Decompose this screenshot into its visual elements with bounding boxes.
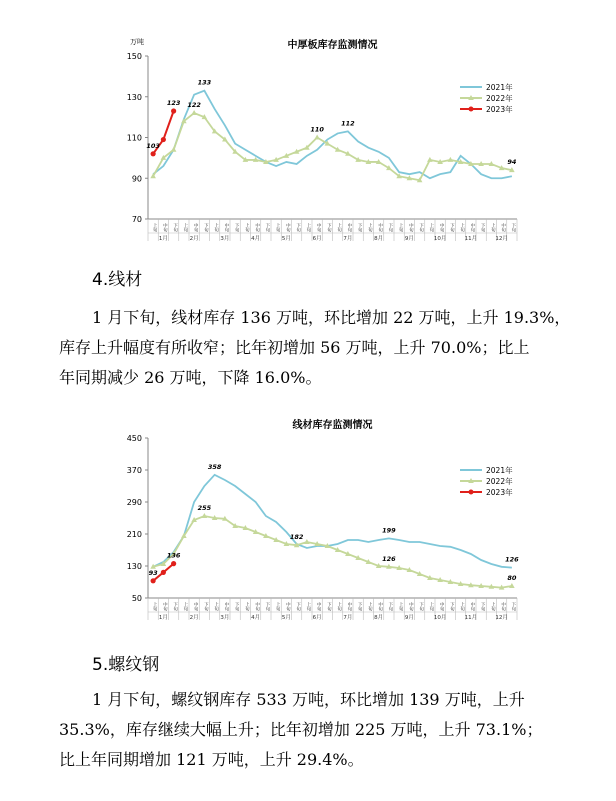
month-label: 9月 — [404, 236, 414, 242]
x-tick-label: 上旬 — [398, 602, 404, 611]
x-tick-label: 上旬 — [305, 223, 311, 232]
x-tick-label: 下旬 — [172, 602, 178, 611]
x-tick-label: 中旬 — [193, 223, 199, 232]
month-label: 10月 — [433, 236, 447, 242]
wire-paragraph-line: 库存上升幅度有所收窄；比年初增加 56 万吨，上升 70.0%；比上 — [59, 338, 530, 357]
month-label: 2月 — [189, 615, 199, 621]
x-tick-label: 中旬 — [162, 602, 168, 611]
series-line — [153, 475, 512, 568]
month-label: 5月 — [281, 615, 291, 621]
x-tick-label: 下旬 — [510, 602, 516, 611]
x-tick-label: 上旬 — [459, 602, 465, 611]
legend-label: 2021年 — [486, 83, 513, 92]
y-tick-label: 130 — [126, 562, 142, 571]
month-label: 6月 — [312, 615, 322, 621]
wire-chart-svg — [0, 410, 616, 640]
data-label: 94 — [507, 158, 517, 167]
x-tick-label: 上旬 — [152, 602, 158, 611]
x-tick-label: 上旬 — [152, 223, 158, 232]
x-tick-label: 上旬 — [244, 602, 250, 611]
x-tick-label: 上旬 — [367, 602, 373, 611]
x-tick-label: 中旬 — [469, 223, 475, 232]
data-point — [171, 108, 176, 113]
wire-paragraph-line: 年同期减少 26 万吨，下降 16.0%。 — [59, 368, 322, 387]
x-tick-label: 上旬 — [182, 602, 188, 611]
x-tick-label: 下旬 — [387, 602, 393, 611]
x-tick-label: 中旬 — [500, 602, 506, 611]
wire-paragraph-line: 1 月下旬，线材库存 136 万吨，环比增加 22 万吨，上升 19.3%， — [92, 308, 571, 327]
x-tick-label: 下旬 — [295, 223, 301, 232]
y-tick-label: 150 — [126, 52, 142, 61]
x-tick-label: 中旬 — [469, 602, 475, 611]
data-point — [151, 151, 156, 156]
x-tick-label: 下旬 — [418, 223, 424, 232]
x-tick-label: 上旬 — [244, 223, 250, 232]
x-tick-label: 中旬 — [439, 223, 445, 232]
x-tick-label: 下旬 — [387, 223, 393, 232]
data-label: 182 — [289, 533, 304, 542]
rebar-paragraph-line: 35.3%，库存继续大幅上升；比年初增加 225 万吨，上升 73.1%； — [59, 720, 543, 739]
x-tick-label: 中旬 — [254, 602, 260, 611]
x-tick-label: 中旬 — [346, 602, 352, 611]
rebar-paragraph — [59, 685, 592, 775]
series-line — [153, 516, 512, 588]
x-tick-label: 中旬 — [285, 602, 291, 611]
y-tick-label: 50 — [131, 594, 142, 603]
x-tick-label: 上旬 — [490, 602, 496, 611]
legend-label: 2021年 — [486, 466, 513, 475]
x-tick-label: 上旬 — [428, 602, 434, 611]
x-tick-label: 中旬 — [285, 223, 291, 232]
data-point — [151, 578, 156, 583]
x-tick-label: 上旬 — [213, 602, 219, 611]
x-tick-label: 下旬 — [326, 223, 332, 232]
legend-label: 2022年 — [486, 94, 513, 103]
x-tick-label: 上旬 — [367, 223, 373, 232]
x-tick-label: 下旬 — [449, 602, 455, 611]
rebar-section-heading: 5.螺纹钢 — [92, 655, 160, 675]
y-tick-label: 210 — [126, 530, 142, 539]
data-label: 80 — [507, 574, 517, 582]
y-tick-label: 450 — [126, 434, 142, 443]
x-tick-label: 上旬 — [490, 223, 496, 232]
month-label: 7月 — [343, 615, 353, 621]
rebar-paragraph-line: 1 月下旬，螺纹钢库存 533 万吨，环比增加 139 万吨，上升 — [92, 690, 525, 709]
x-tick-label: 上旬 — [336, 223, 342, 232]
data-label: 122 — [187, 101, 201, 110]
wire-paragraph — [59, 303, 592, 393]
x-tick-label: 下旬 — [357, 223, 363, 232]
x-tick-label: 中旬 — [223, 602, 229, 611]
data-label: 112 — [341, 119, 355, 128]
month-label: 8月 — [374, 236, 384, 242]
y-tick-label: 110 — [126, 133, 142, 143]
x-tick-label: 上旬 — [275, 602, 281, 611]
legend-label: 2022年 — [486, 477, 513, 486]
x-tick-label: 中旬 — [346, 223, 352, 232]
x-tick-label: 上旬 — [336, 602, 342, 611]
y-tick-label: 290 — [126, 498, 142, 507]
data-point — [161, 570, 166, 575]
plate-inventory-chart — [0, 30, 616, 270]
y-tick-label: 90 — [131, 174, 142, 184]
wire-inventory-chart — [0, 410, 616, 640]
month-label: 4月 — [251, 615, 261, 621]
x-tick-label: 下旬 — [510, 223, 516, 232]
x-tick-label: 下旬 — [480, 223, 486, 232]
month-label: 9月 — [404, 615, 414, 621]
data-label: 255 — [197, 504, 212, 512]
x-tick-label: 上旬 — [305, 602, 311, 611]
x-tick-label: 下旬 — [234, 602, 240, 611]
x-tick-label: 下旬 — [264, 602, 270, 611]
x-tick-label: 下旬 — [172, 223, 178, 232]
x-tick-label: 下旬 — [449, 223, 455, 232]
data-label: 358 — [207, 462, 222, 471]
month-label: 10月 — [433, 615, 447, 621]
data-label: 199 — [382, 526, 396, 535]
chart-title: 中厚板库存监测情况 — [287, 40, 378, 51]
data-label: 136 — [166, 551, 181, 560]
x-tick-label: 上旬 — [275, 223, 281, 232]
x-tick-label: 上旬 — [213, 223, 219, 232]
data-point — [191, 110, 197, 115]
x-tick-label: 中旬 — [500, 223, 506, 232]
x-tick-label: 下旬 — [264, 223, 270, 232]
data-label: 123 — [166, 99, 181, 108]
month-label: 11月 — [464, 236, 478, 242]
wire-section-heading: 4.线材 — [92, 270, 143, 290]
legend-marker — [469, 490, 474, 495]
data-label: 126 — [505, 555, 519, 564]
y-tick-label: 370 — [126, 466, 142, 475]
x-tick-label: 中旬 — [223, 223, 229, 232]
x-tick-label: 下旬 — [480, 602, 486, 611]
plate-chart-svg — [0, 30, 616, 270]
month-label: 3月 — [220, 236, 230, 242]
series-line — [153, 91, 512, 179]
x-tick-label: 上旬 — [459, 223, 465, 232]
month-label: 11月 — [464, 615, 478, 621]
x-tick-label: 上旬 — [428, 223, 434, 232]
x-tick-label: 中旬 — [408, 223, 414, 232]
x-tick-label: 中旬 — [162, 223, 168, 232]
x-tick-label: 中旬 — [377, 602, 383, 611]
data-label: 93 — [148, 568, 158, 577]
data-point — [161, 137, 166, 142]
x-tick-label: 下旬 — [295, 602, 301, 611]
x-tick-label: 下旬 — [203, 223, 209, 232]
legend-label: 2023年 — [486, 488, 513, 497]
x-tick-label: 中旬 — [439, 602, 445, 611]
x-tick-label: 下旬 — [234, 223, 240, 232]
month-label: 6月 — [312, 236, 322, 242]
series-line — [153, 113, 512, 180]
data-label: 126 — [382, 554, 396, 563]
month-label: 8月 — [374, 615, 384, 621]
chart-title: 线材库存监测情况 — [292, 420, 373, 431]
x-tick-label: 下旬 — [357, 602, 363, 611]
data-label: 110 — [310, 125, 324, 134]
x-tick-label: 上旬 — [182, 223, 188, 232]
data-label: 103 — [146, 141, 160, 150]
month-label: 1月 — [158, 236, 168, 242]
month-label: 12月 — [495, 236, 508, 242]
y-tick-label: 70 — [131, 215, 142, 224]
month-label: 1月 — [158, 615, 168, 621]
y-axis-label: 万吨 — [130, 38, 144, 46]
month-label: 5月 — [281, 236, 291, 242]
x-tick-label: 中旬 — [254, 223, 260, 232]
legend-marker — [469, 107, 474, 112]
data-label: 133 — [197, 78, 212, 87]
x-tick-label: 中旬 — [316, 223, 322, 232]
x-tick-label: 中旬 — [316, 602, 322, 611]
data-point — [314, 135, 320, 140]
month-label: 2月 — [189, 236, 199, 242]
month-label: 4月 — [251, 236, 261, 242]
x-tick-label: 下旬 — [326, 602, 332, 611]
legend-label: 2023年 — [486, 105, 513, 114]
month-label: 3月 — [220, 615, 230, 621]
data-point — [171, 561, 176, 566]
month-label: 7月 — [343, 236, 353, 242]
x-tick-label: 中旬 — [377, 223, 383, 232]
x-tick-label: 下旬 — [418, 602, 424, 611]
x-tick-label: 中旬 — [193, 602, 199, 611]
data-point — [171, 147, 177, 152]
y-tick-label: 130 — [126, 92, 142, 102]
rebar-paragraph-line: 比上年同期增加 121 万吨，上升 29.4%。 — [59, 750, 364, 769]
x-tick-label: 上旬 — [398, 223, 404, 232]
x-tick-label: 下旬 — [203, 602, 209, 611]
month-label: 12月 — [495, 615, 508, 621]
x-tick-label: 中旬 — [408, 602, 414, 611]
